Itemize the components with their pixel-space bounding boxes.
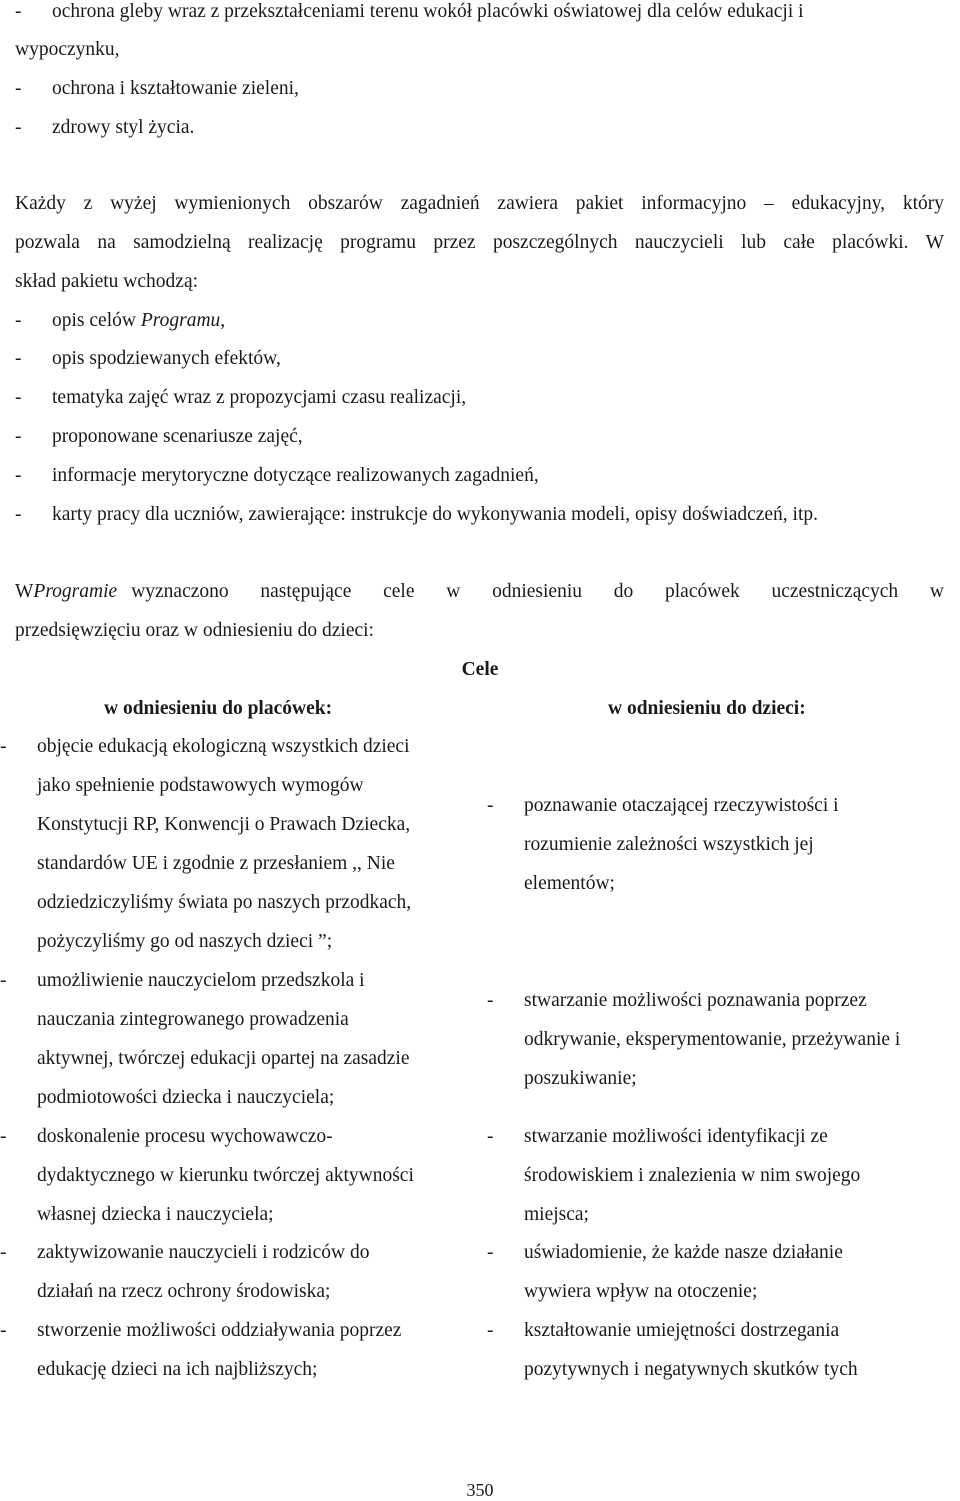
goal-text: objęcie edukacją ekologiczną wszystkich dzieci xyxy=(37,736,410,757)
text-run: , xyxy=(220,310,226,331)
goal-text: nauczania zintegrowanego prowadzenia xyxy=(37,1009,349,1030)
list-dash: - xyxy=(15,387,22,408)
goal-text: stwarzanie możliwości identyfikacji ze xyxy=(524,1126,828,1147)
text-run: W xyxy=(15,581,34,602)
goal-text: odkrywanie, eksperymentowanie, przeżywanie i xyxy=(524,1029,901,1050)
list-dash: - xyxy=(0,970,7,991)
text-run: wyznaczono następujące cele w odniesieniu do placówek uczestniczących w xyxy=(131,581,944,602)
paragraph-line: przedsięwzięciu oraz w odniesieniu do dzieci: xyxy=(15,620,374,641)
list-dash: - xyxy=(487,1320,494,1341)
section-title: Cele xyxy=(461,659,499,680)
paragraph-line xyxy=(15,580,944,604)
goal-text: doskonalenie procesu wychowawczo- xyxy=(37,1126,333,1147)
paragraph-line: Każdy z wyżej wymienionych obszarów zagadnień zawiera pakiet informacyjno – edukacyjny, który xyxy=(15,193,944,214)
goal-text: Konstytucji RP, Konwencji o Prawach Dziecka, xyxy=(37,814,411,835)
goal-text: miejsca; xyxy=(524,1204,589,1225)
list-text: opis spodziewanych efektów, xyxy=(52,348,281,369)
goal-text: umożliwienie nauczycielom przedszkola i xyxy=(37,970,365,991)
list-dash: - xyxy=(15,117,22,138)
goal-text: kształtowanie umiejętności dostrzegania xyxy=(524,1320,840,1341)
goal-text: poznawanie otaczającej rzeczywistości i xyxy=(524,795,839,816)
list-dash: - xyxy=(487,990,494,1011)
list-dash: - xyxy=(487,1242,494,1263)
list-text: tematyka zajęć wraz z propozycjami czasu realizacji, xyxy=(52,387,467,408)
goal-text: standardów UE i zgodnie z przesłaniem ,, Nie xyxy=(37,853,395,874)
list-dash: - xyxy=(487,795,494,816)
list-text: ochrona i kształtowanie zieleni, xyxy=(52,78,299,99)
goal-text: wywiera wpływ na otoczenie; xyxy=(524,1281,758,1302)
italic-program: Programu xyxy=(140,310,221,331)
goal-text: edukację dzieci na ich najbliższych; xyxy=(37,1359,318,1380)
list-text: zdrowy styl życia. xyxy=(52,117,195,138)
goal-text: pozytywnych i negatywnych skutków tych xyxy=(524,1359,858,1380)
goal-text: zaktywizowanie nauczycieli i rodziców do xyxy=(37,1242,370,1263)
goal-text: jako spełnienie podstawowych wymogów xyxy=(37,775,364,796)
goal-text: pożyczyliśmy go od naszych dzieci ”; xyxy=(37,931,333,952)
goal-text: elementów; xyxy=(524,873,615,894)
list-text: informacje merytoryczne dotyczące realizowanych zagadnień, xyxy=(52,465,539,486)
list-dash: - xyxy=(15,78,22,99)
list-dash: - xyxy=(15,426,22,447)
goal-text: aktywnej, twórczej edukacji opartej na zasadzie xyxy=(37,1048,410,1069)
goal-text: odziedziczyliśmy świata po naszych przodkach, xyxy=(37,892,412,913)
list-text: wypoczynku, xyxy=(15,39,120,60)
list-dash: - xyxy=(15,504,22,525)
goal-text: uświadomienie, że każde nasze działanie xyxy=(524,1242,843,1263)
text-run: opis celów xyxy=(52,310,141,331)
list-text: proponowane scenariusze zajęć, xyxy=(52,426,303,447)
list-dash: - xyxy=(0,1320,7,1341)
goal-text: rozumienie zależności wszystkich jej xyxy=(524,834,814,855)
list-text: ochrona gleby wraz z przekształceniami terenu wokół placówki oświatowej dla celów edukacji i xyxy=(52,1,804,22)
column-heading-left: w odniesieniu do placówek: xyxy=(104,698,333,719)
list-dash: - xyxy=(15,1,22,22)
column-heading-right: w odniesieniu do dzieci: xyxy=(608,698,806,719)
paragraph-line: skład pakietu wchodzą: xyxy=(15,271,199,292)
page-number: 350 xyxy=(466,1480,494,1500)
goal-text: własnej dziecka i nauczyciela; xyxy=(37,1204,274,1225)
goal-text: podmiotowości dziecka i nauczyciela; xyxy=(37,1087,335,1108)
goal-text: stwarzanie możliwości poznawania poprzez xyxy=(524,990,867,1011)
goal-text: działań na rzecz ochrony środowiska; xyxy=(37,1281,331,1302)
list-dash: - xyxy=(15,348,22,369)
list-dash: - xyxy=(0,1242,7,1263)
goal-text: poszukiwanie; xyxy=(524,1068,637,1089)
list-text xyxy=(52,309,225,333)
goal-text: środowiskiem i znalezienia w nim swojego xyxy=(524,1165,861,1186)
list-dash: - xyxy=(0,736,7,757)
goal-text: dydaktycznego w kierunku twórczej aktywności xyxy=(37,1165,414,1186)
paragraph-line: pozwala na samodzielną realizację programu przez poszczególnych nauczycieli lub całe placówki. W xyxy=(15,232,944,253)
list-dash: - xyxy=(487,1126,494,1147)
list-dash: - xyxy=(15,465,22,486)
list-text: karty pracy dla uczniów, zawierające: instrukcje do wykonywania modeli, opisy doświadczeń, itp. xyxy=(52,504,819,525)
goal-text: stworzenie możliwości oddziaływania poprzez xyxy=(37,1320,402,1341)
list-dash: - xyxy=(15,310,22,331)
italic-programie: Programie xyxy=(33,581,118,602)
list-dash: - xyxy=(0,1126,7,1147)
